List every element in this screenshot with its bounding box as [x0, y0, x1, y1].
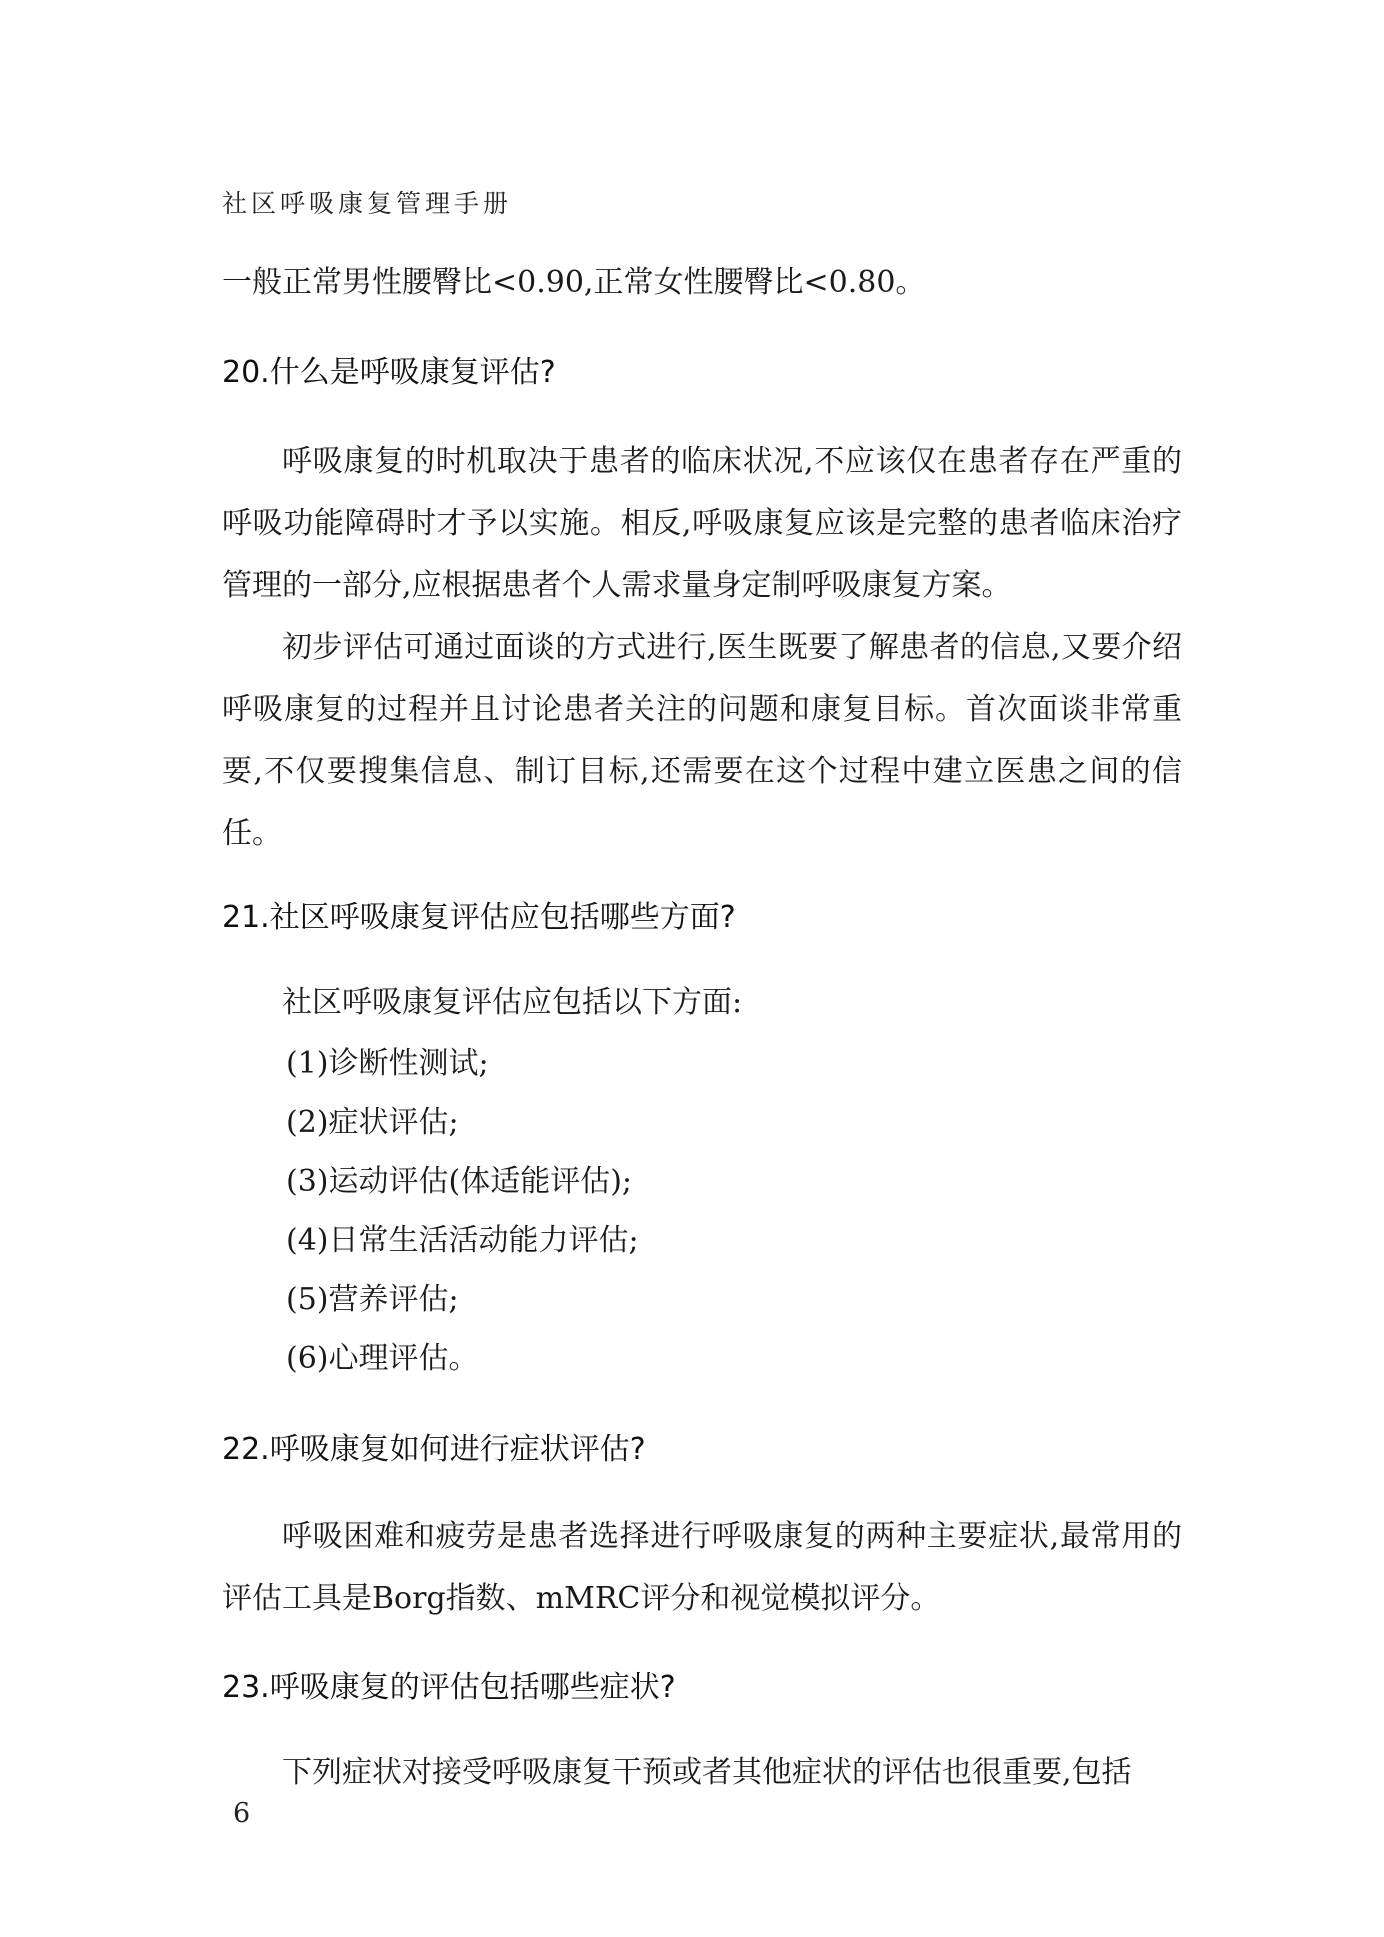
- list-item: (4)日常生活活动能力评估;: [286, 1223, 639, 1258]
- assessment-list: [222, 1034, 1182, 1388]
- page-body: [222, 252, 1182, 1804]
- section-20-paragraph-1: 呼吸康复的时机取决于患者的临床状况,不应该仅在患者存在严重的呼吸功能障碍时才予以实施。相反,呼吸康复应该是完整的患者临床治疗管理的一部分,应根据患者个人需求量身定制呼吸康复方案。: [222, 444, 1182, 603]
- question-21-heading: 21.社区呼吸康复评估应包括哪些方面?: [222, 900, 736, 935]
- list-item: (5)营养评估;: [286, 1282, 459, 1317]
- page-number: 6: [233, 1798, 251, 1829]
- section-21-lead: 社区呼吸康复评估应包括以下方面:: [282, 985, 743, 1020]
- question-23-heading: 23.呼吸康复的评估包括哪些症状?: [222, 1670, 676, 1705]
- section-20-paragraph-2: 初步评估可通过面谈的方式进行,医生既要了解患者的信息,又要介绍呼吸康复的过程并且讨论患者关注的问题和康复目标。首次面谈非常重要,不仅要搜集信息、制订目标,还需要在这个过程中建立医患之间的信任。: [222, 630, 1182, 851]
- running-header: 社区呼吸康复管理手册: [222, 189, 513, 218]
- list-item: (6)心理评估。: [286, 1341, 479, 1376]
- section-22-paragraph: 呼吸困难和疲劳是患者选择进行呼吸康复的两种主要症状,最常用的评估工具是Borg指数、mMRC评分和视觉模拟评分。: [222, 1519, 1182, 1616]
- list-item: (2)症状评估;: [286, 1105, 459, 1140]
- intro-line: 一般正常男性腰臀比<0.90,正常女性腰臀比<0.80。: [222, 265, 926, 300]
- question-20-heading: 20.什么是呼吸康复评估?: [222, 355, 556, 390]
- question-22-heading: 22.呼吸康复如何进行症状评估?: [222, 1432, 646, 1467]
- list-item: (1)诊断性测试;: [286, 1046, 489, 1081]
- list-item: (3)运动评估(体适能评估);: [286, 1164, 633, 1199]
- section-23-paragraph: 下列症状对接受呼吸康复干预或者其他症状的评估也很重要,包括: [282, 1755, 1132, 1790]
